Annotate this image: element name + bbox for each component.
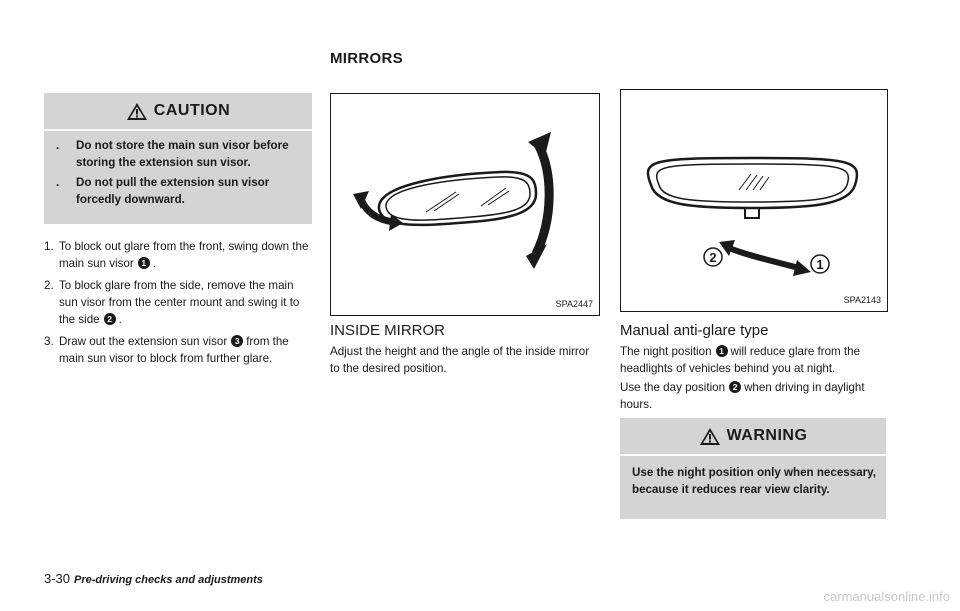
caution-header [44, 93, 312, 129]
mirror-adjust-illustration [331, 94, 599, 315]
page-number: 3-30 [44, 571, 71, 586]
section-title: MIRRORS [330, 50, 403, 67]
figure-code: SPA2447 [555, 299, 593, 309]
caution-divider [44, 129, 312, 131]
caution-item: . Do not store the main sun visor before storing the extension sun visor. [56, 139, 289, 169]
caution-list [56, 137, 308, 211]
callout-ref: 3 [231, 335, 243, 347]
day-position-text: Use the day position 2 when driving in daylight hours. [620, 381, 865, 411]
inside-mirror-text: Adjust the height and the angle of the inside mirror to the desired position. [330, 345, 590, 375]
chapter-title: Pre-driving checks and adjustments [74, 574, 263, 586]
callout-2-label: 2 [709, 250, 717, 265]
inside-mirror-figure [330, 93, 600, 316]
callout-ref: 1 [716, 345, 728, 357]
warning-triangle-icon [126, 102, 148, 121]
anti-glare-figure [620, 89, 888, 312]
night-position-text: The night position 1 will reduce glare from the headlights of vehicles behind you at night. [620, 345, 861, 375]
warning-triangle-icon [699, 427, 721, 446]
anti-glare-heading: Manual anti-glare type [620, 322, 769, 339]
inside-mirror-heading: INSIDE MIRROR [330, 322, 446, 339]
figure-code: SPA2143 [843, 295, 881, 305]
page-footer [44, 570, 263, 588]
step-item: 3. Draw out the extension sun visor 3 from the main sun visor to block from further glare. [44, 335, 289, 365]
callout-ref: 2 [104, 313, 116, 325]
callout-ref: 2 [729, 381, 741, 393]
sun-visor-steps [44, 238, 312, 372]
warning-box [620, 418, 886, 519]
step-item: 2. To block glare from the side, remove the main sun visor from the center mount and swing it to the side 2 . [44, 279, 300, 326]
caution-title: CAUTION [153, 102, 231, 119]
warning-divider [620, 454, 886, 456]
callout-ref: 1 [138, 257, 150, 269]
callout-1-label: 1 [816, 257, 824, 272]
caution-item: . Do not pull the extension sun visor forcedly downward. [56, 176, 270, 206]
step-item: 1. To block out glare from the front, swing down the main sun visor 1 . [44, 240, 309, 270]
watermark: carmanualsonline.info [823, 589, 950, 604]
caution-box [44, 93, 312, 224]
warning-header [620, 418, 886, 454]
anti-glare-illustration [621, 90, 887, 311]
warning-text: Use the night position only when necessary, because it reduces rear view clarity. [632, 466, 876, 496]
warning-title: WARNING [726, 427, 808, 444]
